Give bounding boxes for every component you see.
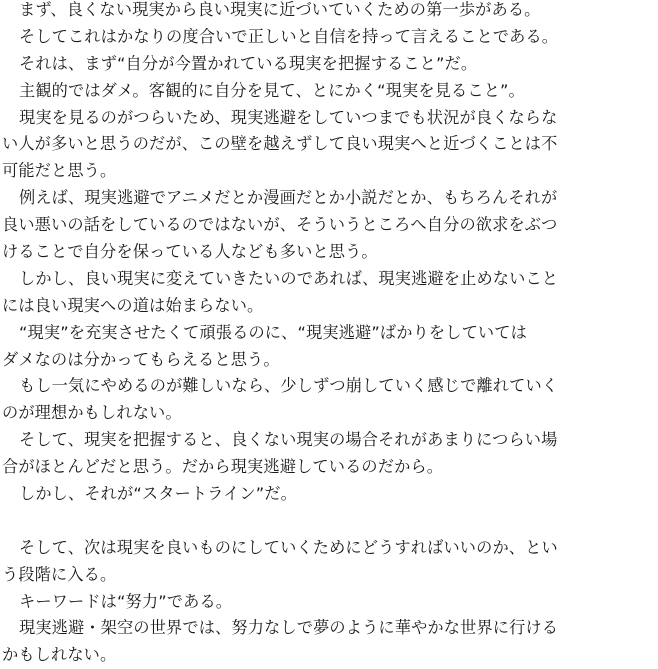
text-line: それは、まず“自分が今置かれている現実を把握すること”だ。: [19, 53, 478, 73]
text-line: けることで自分を保っている人なども多いと思う。: [2, 242, 378, 262]
text-line: い人が多いと思うのだが、この壁を越えずして良い現実へと近づくことは不: [2, 134, 558, 154]
text-line: のが理想かもしれない。: [2, 403, 182, 423]
text-line: 現実を見るのがつらいため、現実逃避をしていつまでも状況が良くならな: [19, 107, 558, 127]
text-line: 主観的ではダメ。客観的に自分を見て、とにかく“現実を見ること”。: [19, 80, 525, 100]
text-line: しかし、それが“スタートライン”だ。: [19, 484, 297, 504]
text-line: そして、次は現実を良いものにしていくためにどうすればいいのか、とい: [19, 537, 558, 557]
text-line: そして、現実を把握すると、良くない現実の場合それがあまりにつらい場: [19, 430, 558, 450]
text-line: ダメなのは分かってもらえると思う。: [2, 349, 280, 369]
text-line: 例えば、現実逃避でアニメだとか漫画だとか小説だとか、もちろんそれが: [19, 188, 558, 208]
text-line: 現実逃避・架空の世界では、努力なしで夢のように華やかな世界に行ける: [19, 618, 559, 638]
text-line: しかし、良い現実に変えていきたいのであれば、現実逃避を止めないこと: [19, 268, 559, 288]
text-line: 合がほとんどだと思う。だから現実逃避しているのだから。: [2, 457, 444, 477]
text-line: “現実”を充実させたくて頑張るのに、“現実逃避”ばかりをしていては: [19, 322, 527, 342]
text-line: もし一気にやめるのが難しいなら、少しずつ崩していく感じで離れていく: [19, 376, 559, 396]
text-line: 可能だと思う。: [2, 161, 117, 181]
text-line: かもしれない。: [2, 645, 117, 665]
text-line: まず、良くない現実から良い現実に近づいていくための第一歩がある。: [19, 0, 541, 19]
text-line: キーワードは“努力”である。: [19, 591, 233, 611]
text-line: には良い現実への道は始まらない。: [2, 295, 264, 315]
text-line: う段階に入る。: [2, 564, 117, 584]
text-line: 良い悪いの話をしているのではないが、そういうところへ自分の欲求をぶつ: [2, 215, 558, 235]
blank-line: [0, 508, 640, 535]
text-line: そしてこれはかなりの度合いで正しいと自信を持って言えることである。: [19, 26, 559, 46]
